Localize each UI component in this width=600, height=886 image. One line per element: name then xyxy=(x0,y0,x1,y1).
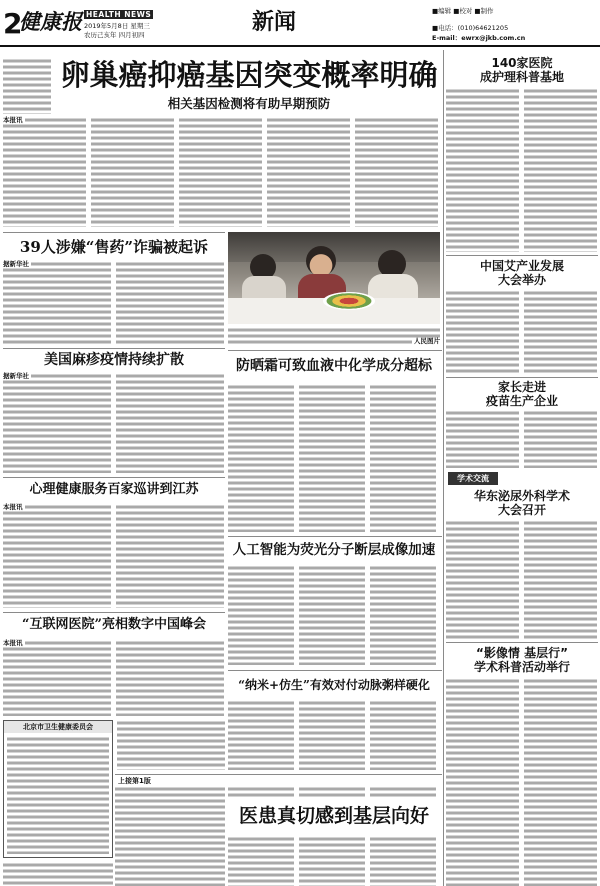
section-divider xyxy=(3,348,225,349)
sidebar-headline xyxy=(446,646,598,674)
photo-child-face xyxy=(306,246,336,276)
sidebar-headline xyxy=(446,56,598,84)
article-body xyxy=(3,261,225,345)
sidebar-headline-line: 140家医院 xyxy=(491,56,553,70)
article-body xyxy=(117,720,225,770)
sidebar-headline-line: 华东泌尿外科学术 xyxy=(473,489,570,503)
article-body xyxy=(228,786,441,798)
notice-box-title: 北京市卫生健康委员会 xyxy=(4,721,112,733)
story-headline: 防晒霜可致血液中化学成分超标 xyxy=(236,358,432,374)
article-dateline: 本报讯 xyxy=(3,639,23,647)
article-body xyxy=(3,117,441,227)
section-divider xyxy=(446,255,598,256)
section-divider xyxy=(3,477,225,478)
story-headline: “互联网医院”亮相数字中国峰会 xyxy=(22,617,206,632)
article-dateline: 据新华社 xyxy=(3,372,29,380)
story-headline: 医患真切感到基层向好 xyxy=(238,805,429,827)
masthead-logo: 健康报 xyxy=(19,9,82,34)
section-divider xyxy=(446,377,598,378)
article-dateline: 本报讯 xyxy=(3,503,23,511)
article-body xyxy=(3,373,225,473)
header-divider xyxy=(0,45,600,47)
story-headline: 心理健康服务百家巡讲到江苏 xyxy=(29,482,199,497)
article-body xyxy=(3,640,225,716)
article-body xyxy=(228,700,441,770)
story-headline: 39人涉嫌“售药”诈骗被起诉 xyxy=(19,238,209,256)
story-headline: 美国麻疹疫情持续扩散 xyxy=(44,352,184,368)
issue-date: 2019年5月8日 星期三 xyxy=(84,22,150,30)
contact-email: E-mail：ewrx@jkb.com.cn xyxy=(432,34,526,42)
masthead-logo-en: HEALTH NEWS xyxy=(86,10,152,19)
section-divider xyxy=(228,350,442,351)
continued-from-label: 上接第1版 xyxy=(118,777,151,785)
sidebar-headline xyxy=(446,380,598,408)
sidebar-divider xyxy=(443,50,444,886)
contact-phone: ■电话：(010)64621205 xyxy=(432,24,509,32)
story-headline: “纳米+仿生”有效对付动脉粥样硬化 xyxy=(238,678,430,692)
article-dateline: 本报讯 xyxy=(3,116,23,124)
news-photo xyxy=(228,232,440,324)
article-body xyxy=(3,862,113,886)
sidebar-headline-line: “影像情 基层行” xyxy=(476,646,568,660)
article-body xyxy=(228,565,441,665)
article-body xyxy=(446,410,597,468)
article-body xyxy=(446,520,597,640)
article-body xyxy=(228,836,441,886)
sidebar-headline xyxy=(446,259,598,287)
article-body xyxy=(228,384,441,532)
article-body xyxy=(446,88,597,252)
article-body xyxy=(446,678,597,886)
section-divider xyxy=(446,642,598,643)
page-number: 2 xyxy=(3,7,23,40)
section-divider xyxy=(228,670,442,671)
sidebar-headline-line: 家长走进 xyxy=(497,380,546,394)
section-tag: 学术交流 xyxy=(448,472,498,485)
photo-caption xyxy=(228,327,440,345)
sidebar-headline-line: 大会举办 xyxy=(497,273,546,287)
sidebar-headline-line: 学术科普活动举行 xyxy=(473,660,570,674)
story-headline: 人工智能为荧光分子断层成像加速 xyxy=(232,542,436,558)
notice-box-body xyxy=(7,736,109,854)
sidebar-headline-line: 成护理科普基地 xyxy=(479,70,564,84)
photo-plate xyxy=(323,292,375,310)
section-divider xyxy=(3,232,225,233)
lead-headline: 卵巢癌抑癌基因突变概率明确 xyxy=(60,58,438,92)
article-dateline: 据新华社 xyxy=(3,260,29,268)
sidebar-headline xyxy=(446,489,598,517)
photo-credit: 人民图片 xyxy=(414,337,440,345)
staff-credits: ■编辑 ■校对 ■制作 xyxy=(432,7,494,15)
sidebar-headline-line: 中国艾产业发展 xyxy=(479,259,564,273)
sidebar-headline-line: 疫苗生产企业 xyxy=(485,394,558,408)
article-body xyxy=(115,786,225,886)
lead-subheadline: 相关基因检测将有助早期预防 xyxy=(167,96,331,111)
section-title: 新闻 xyxy=(252,10,297,35)
section-divider xyxy=(115,774,442,775)
article-body xyxy=(446,290,597,374)
sidebar-headline-line: 大会召开 xyxy=(497,503,546,517)
section-divider xyxy=(3,612,225,613)
article-body xyxy=(3,58,51,114)
notice-box xyxy=(3,720,113,858)
lunar-date: 农历己亥年 四月初四 xyxy=(84,31,145,39)
section-divider xyxy=(228,536,442,537)
article-body xyxy=(3,504,225,608)
